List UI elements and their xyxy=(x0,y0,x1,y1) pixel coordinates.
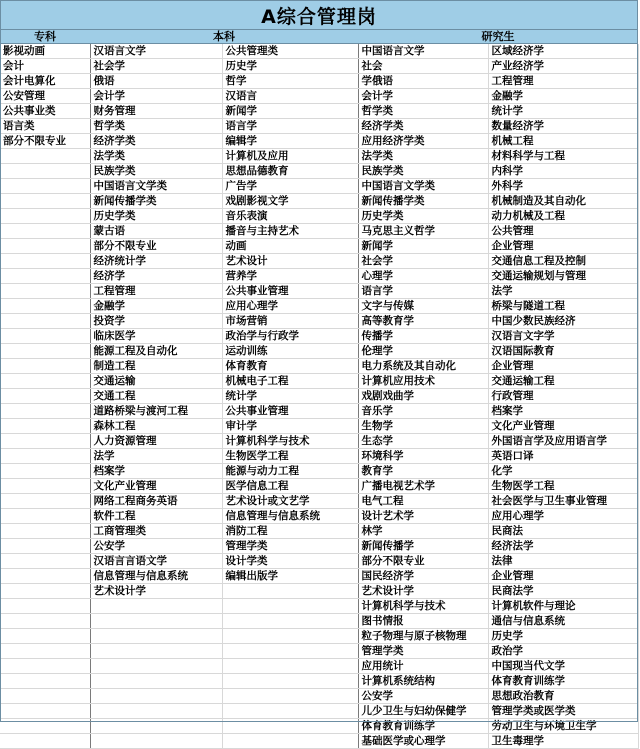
cell-benke-a: 新闻传播学类 xyxy=(90,194,222,209)
table-row xyxy=(0,284,638,299)
cell-yanjiusheng-b: 企业管理 xyxy=(488,239,638,254)
cell-yanjiusheng-b: 社会医学与卫生事业管理 xyxy=(488,494,638,509)
table-row xyxy=(0,179,638,194)
cell-yanjiusheng-a: 基础医学或心理学 xyxy=(358,734,488,749)
cell-yanjiusheng-b: 英语口译 xyxy=(488,449,638,464)
cell-benke-b: 音乐表演 xyxy=(222,209,358,224)
cell-benke-b xyxy=(222,734,358,749)
cell-benke-a: 汉语言文学 xyxy=(90,44,222,59)
cell-benke-b: 编辑出版学 xyxy=(222,569,358,584)
cell-benke-a: 信息管理与信息系统 xyxy=(90,569,222,584)
cell-zhuanke xyxy=(0,284,90,299)
cell-benke-a: 中国语言文学类 xyxy=(90,179,222,194)
cell-yanjiusheng-b: 产业经济学 xyxy=(488,59,638,74)
cell-benke-a: 艺术设计学 xyxy=(90,584,222,599)
cell-benke-b xyxy=(222,599,358,614)
cell-zhuanke xyxy=(0,719,90,734)
cell-zhuanke xyxy=(0,359,90,374)
cell-yanjiusheng-a: 语言学 xyxy=(358,284,488,299)
cell-zhuanke xyxy=(0,434,90,449)
cell-benke-b: 播音与主持艺术 xyxy=(222,224,358,239)
cell-yanjiusheng-b: 法律 xyxy=(488,554,638,569)
cell-benke-b xyxy=(222,689,358,704)
cell-benke-b: 计算机及应用 xyxy=(222,149,358,164)
cell-benke-a: 经济学 xyxy=(90,269,222,284)
cell-yanjiusheng-b: 应用心理学 xyxy=(488,509,638,524)
cell-benke-b: 编辑学 xyxy=(222,134,358,149)
cell-benke-b: 消防工程 xyxy=(222,524,358,539)
cell-benke-a: 网络工程商务英语 xyxy=(90,494,222,509)
table-row xyxy=(0,584,638,599)
table-row xyxy=(0,44,638,59)
cell-benke-a: 俄语 xyxy=(90,74,222,89)
cell-yanjiusheng-b: 统计学 xyxy=(488,104,638,119)
cell-zhuanke xyxy=(0,689,90,704)
cell-yanjiusheng-a: 计算机系统结构 xyxy=(358,674,488,689)
table-row xyxy=(0,734,638,749)
cell-yanjiusheng-a: 设计艺术学 xyxy=(358,509,488,524)
cell-zhuanke xyxy=(0,554,90,569)
cell-yanjiusheng-a: 社会 xyxy=(358,59,488,74)
cell-zhuanke xyxy=(0,194,90,209)
cell-yanjiusheng-b: 金融学 xyxy=(488,89,638,104)
cell-zhuanke xyxy=(0,509,90,524)
cell-yanjiusheng-a: 传播学 xyxy=(358,329,488,344)
cell-zhuanke: 影视动画 xyxy=(0,44,90,59)
cell-yanjiusheng-a: 历史学类 xyxy=(358,209,488,224)
cell-zhuanke xyxy=(0,674,90,689)
cell-yanjiusheng-b: 汉语国际教育 xyxy=(488,344,638,359)
cell-yanjiusheng-b: 材料科学与工程 xyxy=(488,149,638,164)
cell-benke-b: 历史学 xyxy=(222,59,358,74)
cell-zhuanke xyxy=(0,599,90,614)
cell-benke-a: 经济统计学 xyxy=(90,254,222,269)
cell-yanjiusheng-b: 交通运输工程 xyxy=(488,374,638,389)
cell-yanjiusheng-a: 教育学 xyxy=(358,464,488,479)
cell-yanjiusheng-a: 图书情报 xyxy=(358,614,488,629)
cell-zhuanke: 会计电算化 xyxy=(0,74,90,89)
table-row xyxy=(0,569,638,584)
table-row xyxy=(0,659,638,674)
cell-benke-a: 民族学类 xyxy=(90,164,222,179)
table-row xyxy=(0,344,638,359)
cell-benke-a: 临床医学 xyxy=(90,329,222,344)
cell-benke-b: 公共管理类 xyxy=(222,44,358,59)
table-row xyxy=(0,599,638,614)
cell-yanjiusheng-a: 广播电视艺术学 xyxy=(358,479,488,494)
cell-yanjiusheng-a: 音乐学 xyxy=(358,404,488,419)
cell-benke-a: 会计学 xyxy=(90,89,222,104)
cell-zhuanke xyxy=(0,569,90,584)
cell-benke-b xyxy=(222,719,358,734)
cell-benke-b xyxy=(222,614,358,629)
cell-zhuanke xyxy=(0,299,90,314)
cell-zhuanke xyxy=(0,164,90,179)
cell-zhuanke: 公共事业类 xyxy=(0,104,90,119)
cell-benke-a xyxy=(90,734,222,749)
table-row xyxy=(0,374,638,389)
cell-benke-a xyxy=(90,674,222,689)
cell-zhuanke xyxy=(0,734,90,749)
cell-benke-a xyxy=(90,719,222,734)
cell-yanjiusheng-b: 交通信息工程及控制 xyxy=(488,254,638,269)
table-row xyxy=(0,59,638,74)
table-row xyxy=(0,554,638,569)
cell-zhuanke xyxy=(0,389,90,404)
cell-zhuanke: 会计 xyxy=(0,59,90,74)
cell-yanjiusheng-b: 企业管理 xyxy=(488,569,638,584)
table-row xyxy=(0,719,638,734)
cell-benke-b: 运动训练 xyxy=(222,344,358,359)
cell-benke-a: 法学类 xyxy=(90,149,222,164)
cell-benke-b: 能源与动力工程 xyxy=(222,464,358,479)
cell-zhuanke xyxy=(0,344,90,359)
cell-benke-b: 公共事业管理 xyxy=(222,404,358,419)
cell-zhuanke: 部分不限专业 xyxy=(0,134,90,149)
cell-zhuanke xyxy=(0,209,90,224)
cell-benke-b: 哲学 xyxy=(222,74,358,89)
cell-zhuanke xyxy=(0,614,90,629)
cell-yanjiusheng-a: 文字与传媒 xyxy=(358,299,488,314)
table-row xyxy=(0,539,638,554)
cell-benke-a: 人力资源管理 xyxy=(90,434,222,449)
cell-benke-b xyxy=(222,584,358,599)
cell-benke-b xyxy=(222,659,358,674)
cell-benke-b: 体育教育 xyxy=(222,359,358,374)
cell-benke-b: 生物医学工程 xyxy=(222,449,358,464)
cell-benke-a: 法学 xyxy=(90,449,222,464)
header-benke: 本科 xyxy=(213,30,235,43)
cell-benke-a: 经济学类 xyxy=(90,134,222,149)
table-row xyxy=(0,239,638,254)
cell-yanjiusheng-b: 公共管理 xyxy=(488,224,638,239)
cell-yanjiusheng-a: 心理学 xyxy=(358,269,488,284)
cell-benke-b: 信息管理与信息系统 xyxy=(222,509,358,524)
cell-yanjiusheng-b: 外国语言学及应用语言学 xyxy=(488,434,638,449)
table-row xyxy=(0,74,638,89)
cell-benke-b: 戏剧影视文学 xyxy=(222,194,358,209)
table-row xyxy=(0,149,638,164)
cell-yanjiusheng-a: 体育教育训练学 xyxy=(358,719,488,734)
cell-benke-a: 财务管理 xyxy=(90,104,222,119)
cell-yanjiusheng-a: 生态学 xyxy=(358,434,488,449)
cell-benke-b: 思想品德教育 xyxy=(222,164,358,179)
cell-benke-b: 政治学与行政学 xyxy=(222,329,358,344)
cell-zhuanke xyxy=(0,524,90,539)
cell-yanjiusheng-b: 卫生毒理学 xyxy=(488,734,638,749)
table-row xyxy=(0,224,638,239)
cell-yanjiusheng-b: 生物医学工程 xyxy=(488,479,638,494)
table-row xyxy=(0,614,638,629)
cell-zhuanke xyxy=(0,314,90,329)
cell-zhuanke: 语言类 xyxy=(0,119,90,134)
cell-zhuanke xyxy=(0,584,90,599)
cell-benke-a: 哲学类 xyxy=(90,119,222,134)
cell-benke-b: 管理学类 xyxy=(222,539,358,554)
major-table xyxy=(0,44,639,749)
table-row xyxy=(0,689,638,704)
cell-yanjiusheng-a: 中国语言文学 xyxy=(358,44,488,59)
cell-zhuanke xyxy=(0,329,90,344)
cell-yanjiusheng-a: 公安学 xyxy=(358,689,488,704)
cell-yanjiusheng-a: 部分不限专业 xyxy=(358,554,488,569)
table-row xyxy=(0,389,638,404)
table-row xyxy=(0,479,638,494)
cell-yanjiusheng-b: 中国现当代文学 xyxy=(488,659,638,674)
cell-yanjiusheng-b: 经济法学 xyxy=(488,539,638,554)
cell-benke-b: 医学信息工程 xyxy=(222,479,358,494)
cell-zhuanke xyxy=(0,464,90,479)
table-row xyxy=(0,194,638,209)
cell-yanjiusheng-a: 经济学类 xyxy=(358,119,488,134)
cell-benke-a: 蒙古语 xyxy=(90,224,222,239)
cell-benke-a: 工商管理类 xyxy=(90,524,222,539)
cell-yanjiusheng-a: 伦理学 xyxy=(358,344,488,359)
cell-benke-a: 部分不限专业 xyxy=(90,239,222,254)
cell-benke-a xyxy=(90,659,222,674)
cell-yanjiusheng-a: 电力系统及其自动化 xyxy=(358,359,488,374)
cell-benke-a xyxy=(90,689,222,704)
cell-yanjiusheng-b: 管理学类或医学类 xyxy=(488,704,638,719)
cell-zhuanke xyxy=(0,374,90,389)
table-row xyxy=(0,704,638,719)
table-row xyxy=(0,524,638,539)
cell-yanjiusheng-a: 计算机应用技术 xyxy=(358,374,488,389)
cell-benke-a: 公安学 xyxy=(90,539,222,554)
cell-yanjiusheng-b: 数量经济学 xyxy=(488,119,638,134)
cell-benke-a xyxy=(90,614,222,629)
cell-benke-a: 文化产业管理 xyxy=(90,479,222,494)
cell-yanjiusheng-a: 学俄语 xyxy=(358,74,488,89)
cell-yanjiusheng-a: 应用经济学类 xyxy=(358,134,488,149)
cell-zhuanke xyxy=(0,179,90,194)
cell-benke-a: 软件工程 xyxy=(90,509,222,524)
cell-benke-a: 历史学类 xyxy=(90,209,222,224)
cell-yanjiusheng-a: 艺术设计学 xyxy=(358,584,488,599)
header-yanjiusheng: 研究生 xyxy=(481,30,515,43)
cell-zhuanke xyxy=(0,494,90,509)
cell-yanjiusheng-a: 计算机科学与技术 xyxy=(358,599,488,614)
cell-yanjiusheng-b: 思想政治教育 xyxy=(488,689,638,704)
cell-benke-a xyxy=(90,644,222,659)
cell-zhuanke xyxy=(0,659,90,674)
cell-benke-b: 新闻学 xyxy=(222,104,358,119)
cell-yanjiusheng-b: 档案学 xyxy=(488,404,638,419)
cell-zhuanke xyxy=(0,224,90,239)
cell-zhuanke xyxy=(0,419,90,434)
cell-yanjiusheng-b: 汉语言文字学 xyxy=(488,329,638,344)
cell-yanjiusheng-b: 机械制造及其自动化 xyxy=(488,194,638,209)
cell-benke-b: 公共事业管理 xyxy=(222,284,358,299)
table-row xyxy=(0,299,638,314)
cell-yanjiusheng-a: 电气工程 xyxy=(358,494,488,509)
cell-benke-a: 金融学 xyxy=(90,299,222,314)
cell-benke-b: 应用心理学 xyxy=(222,299,358,314)
table-row xyxy=(0,644,638,659)
cell-benke-b xyxy=(222,644,358,659)
cell-benke-b: 语言学 xyxy=(222,119,358,134)
cell-benke-a: 能源工程及自动化 xyxy=(90,344,222,359)
cell-yanjiusheng-b: 历史学 xyxy=(488,629,638,644)
cell-zhuanke xyxy=(0,449,90,464)
cell-yanjiusheng-b: 桥梁与隧道工程 xyxy=(488,299,638,314)
cell-yanjiusheng-a: 社会学 xyxy=(358,254,488,269)
cell-zhuanke xyxy=(0,539,90,554)
cell-benke-b: 艺术设计或文艺学 xyxy=(222,494,358,509)
cell-yanjiusheng-a: 林学 xyxy=(358,524,488,539)
cell-benke-a xyxy=(90,704,222,719)
cell-benke-b: 设计学类 xyxy=(222,554,358,569)
cell-zhuanke xyxy=(0,479,90,494)
table-row xyxy=(0,434,638,449)
cell-benke-a: 交通工程 xyxy=(90,389,222,404)
cell-yanjiusheng-a: 民族学类 xyxy=(358,164,488,179)
cell-yanjiusheng-b: 体育教育训练学 xyxy=(488,674,638,689)
cell-yanjiusheng-b: 外科学 xyxy=(488,179,638,194)
table-row xyxy=(0,134,638,149)
cell-yanjiusheng-b: 动力机械及工程 xyxy=(488,209,638,224)
cell-yanjiusheng-b: 区域经济学 xyxy=(488,44,638,59)
table-row xyxy=(0,359,638,374)
cell-yanjiusheng-b: 中国少数民族经济 xyxy=(488,314,638,329)
cell-yanjiusheng-a: 中国语言文学类 xyxy=(358,179,488,194)
cell-yanjiusheng-b: 计算机软件与理论 xyxy=(488,599,638,614)
cell-yanjiusheng-a: 新闻学 xyxy=(358,239,488,254)
table-row xyxy=(0,254,638,269)
cell-yanjiusheng-b: 交通运输规划与管理 xyxy=(488,269,638,284)
cell-benke-b: 营养学 xyxy=(222,269,358,284)
cell-yanjiusheng-a: 戏剧戏曲学 xyxy=(358,389,488,404)
cell-yanjiusheng-b: 工程管理 xyxy=(488,74,638,89)
cell-zhuanke xyxy=(0,404,90,419)
cell-yanjiusheng-b: 内科学 xyxy=(488,164,638,179)
table-row xyxy=(0,269,638,284)
table-row xyxy=(0,404,638,419)
table-row xyxy=(0,119,638,134)
cell-zhuanke xyxy=(0,269,90,284)
cell-benke-b: 统计学 xyxy=(222,389,358,404)
cell-benke-a: 汉语言言语文学 xyxy=(90,554,222,569)
cell-benke-a: 森林工程 xyxy=(90,419,222,434)
cell-yanjiusheng-a: 生物学 xyxy=(358,419,488,434)
cell-yanjiusheng-a: 高等教育学 xyxy=(358,314,488,329)
table-row xyxy=(0,209,638,224)
cell-yanjiusheng-a: 哲学类 xyxy=(358,104,488,119)
header-zhuanke: 专科 xyxy=(34,30,56,43)
cell-benke-b: 机械电子工程 xyxy=(222,374,358,389)
cell-benke-b xyxy=(222,674,358,689)
cell-yanjiusheng-b: 机械工程 xyxy=(488,134,638,149)
cell-yanjiusheng-a: 新闻传播学类 xyxy=(358,194,488,209)
table-row xyxy=(0,314,638,329)
cell-benke-a: 工程管理 xyxy=(90,284,222,299)
cell-benke-b: 计算机科学与技术 xyxy=(222,434,358,449)
table-row xyxy=(0,629,638,644)
cell-benke-b: 艺术设计 xyxy=(222,254,358,269)
cell-yanjiusheng-b: 劳动卫生与环境卫生学 xyxy=(488,719,638,734)
cell-benke-b: 审计学 xyxy=(222,419,358,434)
table-row xyxy=(0,494,638,509)
title-bar xyxy=(0,0,638,30)
cell-zhuanke xyxy=(0,149,90,164)
cell-yanjiusheng-a: 会计学 xyxy=(358,89,488,104)
cell-yanjiusheng-b: 化学 xyxy=(488,464,638,479)
cell-yanjiusheng-b: 文化产业管理 xyxy=(488,419,638,434)
cell-benke-b: 汉语言 xyxy=(222,89,358,104)
cell-yanjiusheng-b: 企业管理 xyxy=(488,359,638,374)
cell-yanjiusheng-b: 法学 xyxy=(488,284,638,299)
cell-yanjiusheng-a: 环境科学 xyxy=(358,449,488,464)
cell-zhuanke: 公安管理 xyxy=(0,89,90,104)
cell-benke-b xyxy=(222,629,358,644)
table-row xyxy=(0,89,638,104)
cell-benke-a: 档案学 xyxy=(90,464,222,479)
header-row xyxy=(0,30,638,44)
cell-benke-b: 动画 xyxy=(222,239,358,254)
cell-yanjiusheng-b: 民商法学 xyxy=(488,584,638,599)
cell-yanjiusheng-b: 政治学 xyxy=(488,644,638,659)
cell-benke-b xyxy=(222,704,358,719)
cell-zhuanke xyxy=(0,704,90,719)
table-row xyxy=(0,449,638,464)
table-row xyxy=(0,464,638,479)
cell-benke-a: 道路桥梁与渡河工程 xyxy=(90,404,222,419)
cell-benke-a: 社会学 xyxy=(90,59,222,74)
cell-yanjiusheng-b: 民商法 xyxy=(488,524,638,539)
sheet-title: A综合管理岗 xyxy=(261,5,377,28)
cell-benke-a xyxy=(90,599,222,614)
table-row xyxy=(0,329,638,344)
cell-yanjiusheng-b: 行政管理 xyxy=(488,389,638,404)
cell-zhuanke xyxy=(0,629,90,644)
cell-yanjiusheng-a: 马克思主义哲学 xyxy=(358,224,488,239)
table-row xyxy=(0,419,638,434)
cell-benke-b: 广告学 xyxy=(222,179,358,194)
cell-zhuanke xyxy=(0,644,90,659)
cell-benke-a: 投资学 xyxy=(90,314,222,329)
cell-yanjiusheng-a: 新闻传播学 xyxy=(358,539,488,554)
table-row xyxy=(0,164,638,179)
cell-benke-a: 交通运输 xyxy=(90,374,222,389)
cell-yanjiusheng-a: 应用统计 xyxy=(358,659,488,674)
table-row xyxy=(0,104,638,119)
cell-yanjiusheng-b: 通信与信息系统 xyxy=(488,614,638,629)
table-row xyxy=(0,509,638,524)
cell-yanjiusheng-a: 儿少卫生与妇幼保健学 xyxy=(358,704,488,719)
cell-zhuanke xyxy=(0,239,90,254)
cell-benke-a: 制造工程 xyxy=(90,359,222,374)
cell-yanjiusheng-a: 粒子物理与原子核物理 xyxy=(358,629,488,644)
table-row xyxy=(0,674,638,689)
cell-zhuanke xyxy=(0,254,90,269)
cell-yanjiusheng-a: 法学类 xyxy=(358,149,488,164)
cell-benke-a xyxy=(90,629,222,644)
cell-yanjiusheng-a: 国民经济学 xyxy=(358,569,488,584)
cell-benke-b: 市场营销 xyxy=(222,314,358,329)
cell-yanjiusheng-a: 管理学类 xyxy=(358,644,488,659)
